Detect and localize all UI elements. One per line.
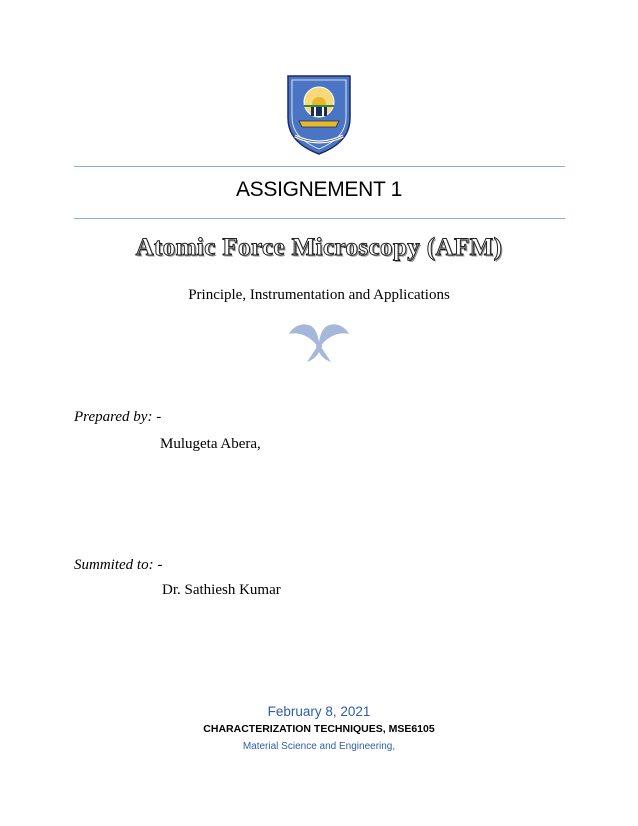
submission-date: February 8, 2021 [267, 704, 371, 719]
department-name: Material Science and Engineering, [242, 741, 396, 752]
university-seal-icon [285, 74, 353, 156]
submitted-to-name: Dr. Sathiesh Kumar [162, 582, 281, 598]
top-divider [74, 166, 565, 167]
prepared-by-name: Mulugeta Abera, [160, 436, 261, 452]
prepared-by-label: Prepared by: - [74, 409, 162, 425]
bottom-divider [74, 218, 565, 219]
document-subtitle: Principle, Instrumentation and Applications [188, 287, 450, 303]
document-title: Atomic Force Microscopy (AFM) [135, 234, 503, 261]
assignment-heading: ASSIGNEMENT 1 [235, 178, 403, 201]
fleuron-icon [287, 318, 351, 366]
course-name: CHARACTERIZATION TECHNIQUES, MSE6105 [203, 723, 435, 735]
submitted-to-label: Summited to: - [74, 557, 163, 573]
